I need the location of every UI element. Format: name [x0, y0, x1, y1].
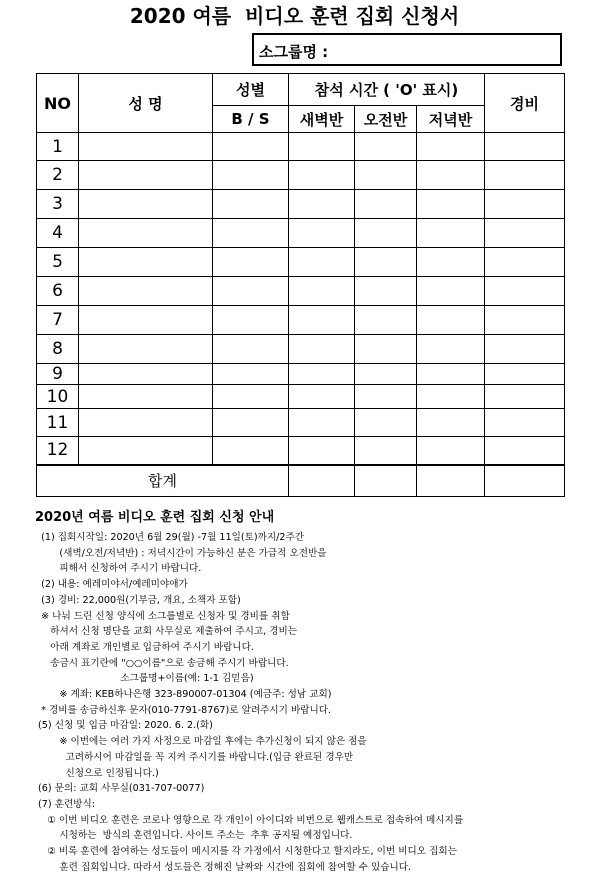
- table-row: [37, 190, 565, 219]
- notice-section: [35, 510, 565, 875]
- total-cell[interactable]: [417, 465, 485, 497]
- table-row: [37, 219, 565, 248]
- name-cell[interactable]: [79, 219, 213, 248]
- row-number: 2: [37, 161, 79, 190]
- total-cell[interactable]: [485, 465, 565, 497]
- header-no: NO: [37, 74, 79, 133]
- morning-cell[interactable]: [355, 335, 417, 364]
- notice-line: (3) 경비: 22,000원(기부금, 개요, 소책자 포함): [35, 594, 241, 606]
- gender-cell[interactable]: [213, 335, 289, 364]
- gender-cell[interactable]: [213, 277, 289, 306]
- gender-cell[interactable]: [213, 385, 289, 409]
- notice-line: (5) 신청 및 입금 마감일: 2020. 6. 2.(화): [35, 720, 213, 732]
- fee-cell[interactable]: [485, 133, 565, 161]
- fee-cell[interactable]: [485, 277, 565, 306]
- row-number: 8: [37, 335, 79, 364]
- notice-line: 소그룹명+이름(예: 1-1 김믿음): [35, 673, 254, 685]
- name-cell[interactable]: [79, 335, 213, 364]
- name-cell[interactable]: [79, 161, 213, 190]
- name-cell[interactable]: [79, 306, 213, 335]
- registration-table: [36, 73, 565, 497]
- morning-cell[interactable]: [355, 248, 417, 277]
- evening-cell[interactable]: [417, 306, 485, 335]
- dawn-cell[interactable]: [289, 161, 355, 190]
- morning-cell[interactable]: [355, 385, 417, 409]
- gender-cell[interactable]: [213, 364, 289, 385]
- header-gender-sub: B / S: [213, 106, 289, 133]
- morning-cell[interactable]: [355, 409, 417, 437]
- notice-line: 훈련 집회입니다. 따라서 성도들은 정해진 날짜와 시간에 집회에 참여할 수 있습니다.: [35, 861, 412, 873]
- fee-cell[interactable]: [485, 385, 565, 409]
- dawn-cell[interactable]: [289, 335, 355, 364]
- notice-line: ※ 계좌: KEB하나은행 323-890007-01304 (예금주: 성남 교회): [35, 689, 332, 701]
- row-number: 3: [37, 190, 79, 219]
- total-label: 합계: [37, 465, 289, 497]
- notice-line: 고려하시어 마감일을 꼭 지켜 주시기를 바랍니다.(입금 완료된 경우만: [35, 751, 354, 763]
- evening-cell[interactable]: [417, 190, 485, 219]
- notice-line: 피해서 신청하여 주시기 바랍니다.: [35, 563, 202, 575]
- table-row: [37, 161, 565, 190]
- name-cell[interactable]: [79, 385, 213, 409]
- evening-cell[interactable]: [417, 277, 485, 306]
- fee-cell[interactable]: [485, 190, 565, 219]
- morning-cell[interactable]: [355, 277, 417, 306]
- morning-cell[interactable]: [355, 190, 417, 219]
- fee-cell[interactable]: [485, 161, 565, 190]
- morning-cell[interactable]: [355, 161, 417, 190]
- evening-cell[interactable]: [417, 364, 485, 385]
- dawn-cell[interactable]: [289, 219, 355, 248]
- evening-cell[interactable]: [417, 437, 485, 465]
- table-row: [37, 277, 565, 306]
- table-row: [37, 248, 565, 277]
- dawn-cell[interactable]: [289, 409, 355, 437]
- dawn-cell[interactable]: [289, 364, 355, 385]
- table-row: [37, 364, 565, 385]
- header-fee: 경비: [485, 74, 565, 133]
- table-row: [37, 335, 565, 364]
- header-gender: 성별: [213, 74, 289, 106]
- header-attendance: 참석 시간 ( 'O' 표시): [289, 74, 485, 106]
- evening-cell[interactable]: [417, 409, 485, 437]
- name-cell[interactable]: [79, 277, 213, 306]
- fee-cell[interactable]: [485, 409, 565, 437]
- name-cell[interactable]: [79, 190, 213, 219]
- evening-cell[interactable]: [417, 219, 485, 248]
- row-number: 9: [37, 364, 79, 385]
- total-cell[interactable]: [355, 465, 417, 497]
- gender-cell[interactable]: [213, 437, 289, 465]
- name-cell[interactable]: [79, 248, 213, 277]
- evening-cell[interactable]: [417, 161, 485, 190]
- evening-cell[interactable]: [417, 335, 485, 364]
- dawn-cell[interactable]: [289, 133, 355, 161]
- header-morning: 오전반: [355, 106, 417, 133]
- table-row: [37, 437, 565, 465]
- notice-line: 신청으로 인정됩니다.): [35, 767, 159, 779]
- dawn-cell[interactable]: [289, 437, 355, 465]
- notice-line: ② 비록 훈련에 참여하는 성도들이 메시지를 각 가정에서 시청한다고 할지라도, 이번 비디오 집회는: [35, 846, 457, 858]
- table-row: [37, 385, 565, 409]
- fee-cell[interactable]: [485, 248, 565, 277]
- name-cell[interactable]: [79, 133, 213, 161]
- header-name: 성 명: [79, 74, 213, 133]
- notice-line: (1) 집회시작일: 2020년 6월 29(월) -7월 11일(토)까지/2주간: [35, 532, 305, 543]
- row-number: 11: [37, 409, 79, 437]
- morning-cell[interactable]: [355, 133, 417, 161]
- gender-cell[interactable]: [213, 248, 289, 277]
- dawn-cell[interactable]: [289, 190, 355, 219]
- fee-cell[interactable]: [485, 335, 565, 364]
- evening-cell[interactable]: [417, 385, 485, 409]
- notice-line: 시청하는 방식의 훈련입니다. 사이트 주소는 추후 공지될 예정입니다.: [35, 830, 353, 842]
- dawn-cell[interactable]: [289, 306, 355, 335]
- fee-cell[interactable]: [485, 437, 565, 465]
- fee-cell[interactable]: [485, 306, 565, 335]
- row-number: 4: [37, 219, 79, 248]
- notice-line: 송금시 표기란에 "○○이름"으로 송금해 주시기 바랍니다.: [35, 657, 289, 669]
- name-cell[interactable]: [79, 364, 213, 385]
- dawn-cell[interactable]: [289, 385, 355, 409]
- row-number: 7: [37, 306, 79, 335]
- group-name-label: 소그룹명 :: [259, 43, 329, 61]
- gender-cell[interactable]: [213, 306, 289, 335]
- row-number: 6: [37, 277, 79, 306]
- name-cell[interactable]: [79, 409, 213, 437]
- table-row: [37, 306, 565, 335]
- notice-title: 2020년 여름 비디오 훈련 집회 신청 안내: [35, 510, 275, 525]
- row-number: 12: [37, 437, 79, 465]
- evening-cell[interactable]: [417, 248, 485, 277]
- header-dawn: 새벽반: [289, 106, 355, 133]
- gender-cell[interactable]: [213, 190, 289, 219]
- dawn-cell[interactable]: [289, 248, 355, 277]
- morning-cell[interactable]: [355, 219, 417, 248]
- page-title: 2020 여름 비디오 훈련 집회 신청서: [129, 4, 460, 28]
- notice-line: 아래 계좌로 개인별로 입금하여 주시기 바랍니다.: [35, 641, 254, 653]
- fee-cell[interactable]: [485, 219, 565, 248]
- header-evening: 저녁반: [417, 106, 485, 133]
- evening-cell[interactable]: [417, 133, 485, 161]
- notice-line: * 경비를 송금하신후 문자(010-7791-8767)로 알려주시기 바랍니다.: [35, 704, 332, 716]
- name-cell[interactable]: [79, 437, 213, 465]
- table-row: [37, 133, 565, 161]
- notice-line: ① 이번 비디오 훈련은 코로나 영향으로 각 개인이 아이디와 비번으로 웹캐스트로 접속하여 메시지를: [35, 814, 464, 826]
- gender-cell[interactable]: [213, 161, 289, 190]
- row-number: 1: [37, 133, 79, 161]
- row-number: 5: [37, 248, 79, 277]
- notice-line: 하셔서 신청 명단을 교회 사무실로 제출하여 주시고, 경비는: [35, 626, 298, 638]
- gender-cell[interactable]: [213, 409, 289, 437]
- morning-cell[interactable]: [355, 364, 417, 385]
- morning-cell[interactable]: [355, 437, 417, 465]
- gender-cell[interactable]: [213, 133, 289, 161]
- group-name-field[interactable]: [252, 33, 562, 66]
- row-number: 10: [37, 385, 79, 409]
- notice-line: ※ 이번에는 여러 가지 사정으로 마감일 후에는 추가신청이 되지 않은 점을: [35, 736, 367, 748]
- morning-cell[interactable]: [355, 306, 417, 335]
- notice-line: ※ 나눠 드린 신청 양식에 소그룹별로 신청자 및 경비를 취합: [35, 610, 290, 622]
- fee-cell[interactable]: [485, 364, 565, 385]
- dawn-cell[interactable]: [289, 277, 355, 306]
- total-cell[interactable]: [289, 465, 355, 497]
- gender-cell[interactable]: [213, 219, 289, 248]
- table-row: [37, 409, 565, 437]
- notice-line: (새벽/오전/저녁반) : 저녁시간이 가능하신 분은 가급적 오전반을: [35, 547, 327, 559]
- notice-line: (2) 내용: 예레미야서/예레미야애가: [35, 579, 188, 591]
- notice-line: (7) 훈련방식:: [35, 798, 95, 810]
- notice-line: (6) 문의: 교회 사무실(031-707-0077): [35, 783, 205, 795]
